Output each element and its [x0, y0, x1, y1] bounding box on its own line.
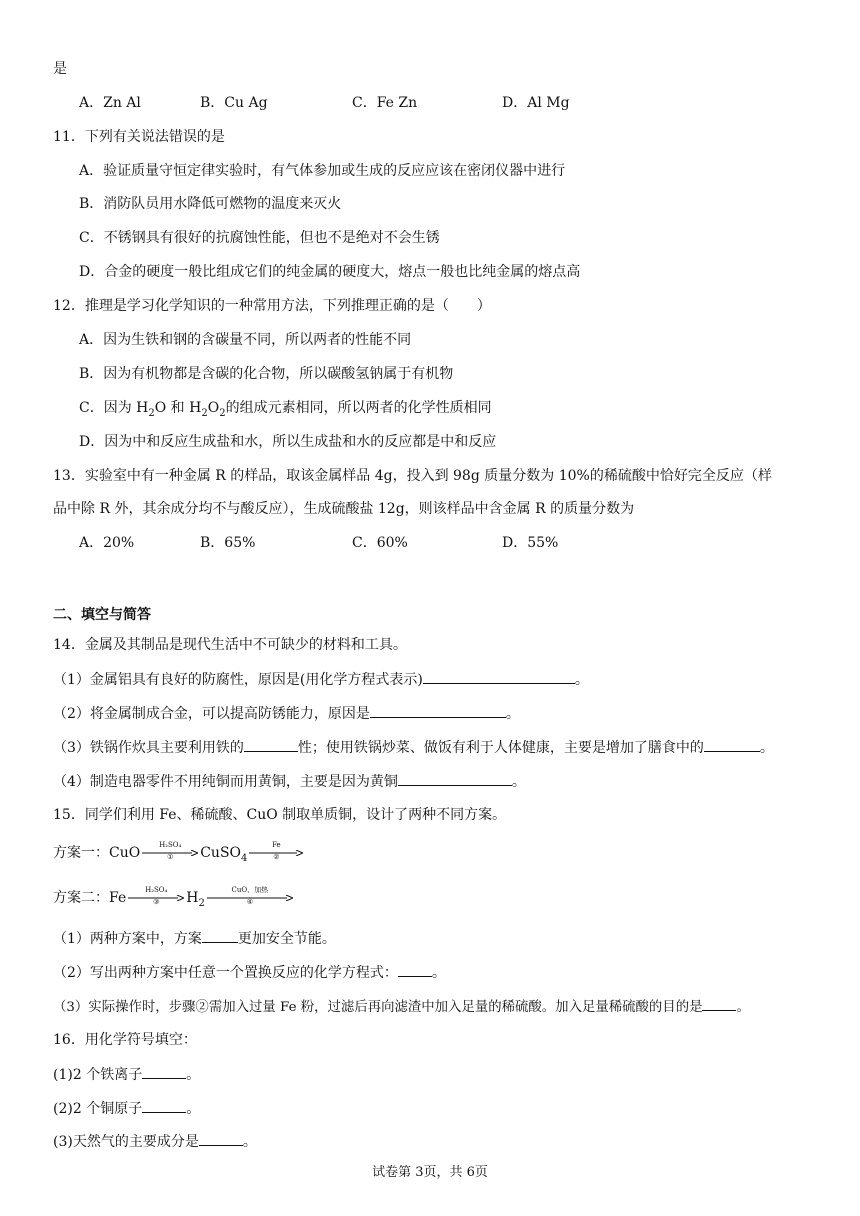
reaction-arrow — [128, 886, 184, 906]
q16-part1 — [53, 1064, 200, 1085]
q14-part2-text: （2）将金属制成合金，可以提高防锈能力，原因是 — [53, 706, 370, 722]
q14-part2-end: 。 — [505, 706, 520, 722]
q12-option-d: D．因为中和反应生成盐和水，所以生成盐和水的反应都是中和反应 — [79, 434, 497, 450]
q10-option-a: A．Zn Al — [79, 95, 141, 111]
scheme-two-label: 方案二：Fe — [53, 890, 127, 906]
q16-part3-end: 。 — [242, 1134, 257, 1150]
q14-part4-text: （4）制造电器零件不用纯铜而用黄铜，主要是因为黄铜 — [53, 774, 398, 790]
arrow-reagent: H₂SO₄ — [159, 841, 182, 849]
q14-part4-end: 。 — [511, 774, 526, 790]
section-title: 二、填空与简答 — [53, 607, 151, 623]
q16-part1-end: 。 — [186, 1067, 201, 1083]
scheme-two-intermediate: H — [186, 890, 199, 906]
q14-stem: 14．金属及其制品是现代生活中不可缺少的材料和工具。 — [53, 637, 407, 653]
q12-option-c: C．因为 $H_2O$ 和 $H_2O_2$的组成元素相同，所以两者的化学性质相同 — [79, 400, 492, 419]
q15-stem: 15．同学们利用 Fe、稀硫酸、CuO 制取单质铜，设计了两种不同方案。 — [53, 807, 507, 823]
q14-part4 — [53, 771, 526, 792]
scheme-one-intermediate: CuSO — [200, 845, 242, 861]
answer-blank[interactable] — [702, 996, 736, 1011]
q16-part2 — [53, 1098, 200, 1119]
arrow-step: ② — [273, 853, 280, 861]
q14-part3-end: 。 — [759, 740, 774, 756]
q11-option-a: A．验证质量守恒定律实验时，有气体参加或生成的反应应该在密闭仪器中进行 — [79, 163, 566, 179]
q12-stem: 12．推理是学习化学知识的一种常用方法，下列推理正确的是（ ） — [53, 298, 491, 314]
q14-part1-end: 。 — [574, 672, 589, 688]
answer-blank[interactable] — [704, 737, 760, 752]
q13-line1: 13．实验室中有一种金属 R 的样品，取该金属样品 4g，投入到 98g 质量分数为 10%的稀硫酸中恰好完全反应（样 — [53, 468, 772, 484]
scheme-two: 方案二：Fe H₂SO₄ ③ $H_2$ CuO、加热 ④ — [53, 888, 295, 908]
q12-option-a: A．因为生铁和钢的含碳量不同，所以两者的性能不同 — [79, 332, 412, 348]
q16-part2-text: (2)2 个铜原子 — [53, 1101, 143, 1117]
arrow-reagent: H₂SO₄ — [145, 886, 168, 894]
q10-option-c: C．Fe Zn — [352, 95, 418, 111]
arrow-step: ③ — [153, 898, 160, 906]
q12-c-post: 的组成元素相同，所以两者的化学性质相同 — [225, 400, 492, 416]
q16-part3 — [53, 1131, 257, 1152]
reaction-arrow — [142, 841, 198, 861]
arrow-reagent: CuO、加热 — [231, 886, 269, 894]
q12-option-b: B．因为有机物都是含碳的化合物，所以碳酸氢钠属于有机物 — [79, 366, 454, 382]
answer-blank[interactable] — [244, 737, 298, 752]
q15-part1 — [53, 928, 336, 949]
q14-part3-text-b: 性；使用铁锅炒菜、做饭有利于人体健康，主要是增加了膳食中的 — [297, 740, 704, 756]
q16-stem: 16．用化学符号填空： — [53, 1032, 197, 1048]
q15-part3-end: 。 — [736, 1000, 750, 1015]
scheme-one-label: 方案一：CuO — [53, 845, 141, 861]
q12-c-mid1: O 和 H — [154, 400, 202, 416]
reaction-arrow — [249, 841, 303, 861]
q14-part1 — [53, 669, 589, 690]
q15-part1-text-a: （1）两种方案中，方案 — [53, 931, 202, 947]
answer-blank[interactable] — [398, 962, 432, 977]
q15-part2-end: 。 — [431, 965, 446, 981]
q11-option-c: C．不锈钢具有很好的抗腐蚀性能，但也不是绝对不会生锈 — [79, 230, 440, 246]
q13-option-c: C．60% — [352, 535, 408, 551]
page-footer: 试卷第 3页，共 6页 — [372, 1165, 488, 1180]
q12-c-pre: C．因为 H — [79, 400, 149, 416]
q15-part3 — [53, 996, 750, 1018]
q15-part3-text: （3）实际操作时，步骤②需加入过量 Fe 粉，过滤后再向滤渣中加入足量的稀硫酸。加入足量稀硫酸的目的是 — [53, 1000, 703, 1015]
answer-blank[interactable] — [423, 669, 575, 684]
q13-option-a: A．20% — [79, 535, 135, 551]
answer-blank[interactable] — [142, 1064, 186, 1079]
q14-part3 — [53, 737, 774, 758]
q13-option-d: D．55% — [502, 535, 559, 551]
answer-blank[interactable] — [199, 1131, 243, 1146]
answer-blank[interactable] — [398, 771, 512, 786]
scheme-one: 方案一：CuO H₂SO₄ ① CuSO$_4$ Fe ② — [53, 843, 305, 863]
q11-option-d: D．合金的硬度一般比组成它们的纯金属的硬度大，熔点一般也比纯金属的熔点高 — [79, 264, 581, 280]
q16-part3-text: (3)天然气的主要成分是 — [53, 1134, 199, 1150]
q10-option-d: D．Al Mg — [502, 95, 570, 111]
q10-option-b: B．Cu Ag — [200, 95, 268, 111]
q13-option-b: B．65% — [200, 535, 256, 551]
answer-blank[interactable] — [202, 928, 238, 943]
q13-line2: 品中除 R 外，其余成分均不与酸反应），生成硫酸盐 12g，则该样品中含金属 R 的质量分数为 — [53, 501, 635, 517]
q10-tail: 是 — [53, 61, 67, 77]
q11-stem: 11．下列有关说法错误的是 — [53, 129, 225, 145]
answer-blank[interactable] — [142, 1098, 186, 1113]
arrow-step: ① — [167, 853, 174, 861]
q15-part1-text-b: 更加安全节能。 — [237, 931, 336, 947]
q11-option-b: B．消防队员用水降低可燃物的温度来灭火 — [79, 196, 342, 212]
arrow-step: ④ — [246, 898, 253, 906]
reaction-arrow — [207, 886, 293, 906]
q14-part3-text-a: （3）铁锅作炊具主要利用铁的 — [53, 740, 244, 756]
q12-c-mid2: O — [207, 400, 220, 416]
q14-part2 — [53, 703, 520, 724]
q14-part1-text: （1）金属铝具有良好的防腐性，原因是(用化学方程式表示) — [53, 672, 423, 688]
q16-part2-end: 。 — [186, 1101, 201, 1117]
q15-part2-text: （2）写出两种方案中任意一个置换反应的化学方程式： — [53, 965, 398, 981]
arrow-reagent: Fe — [272, 841, 281, 849]
answer-blank[interactable] — [370, 703, 506, 718]
q15-part2 — [53, 962, 446, 983]
q16-part1-text: (1)2 个铁离子 — [53, 1067, 143, 1083]
